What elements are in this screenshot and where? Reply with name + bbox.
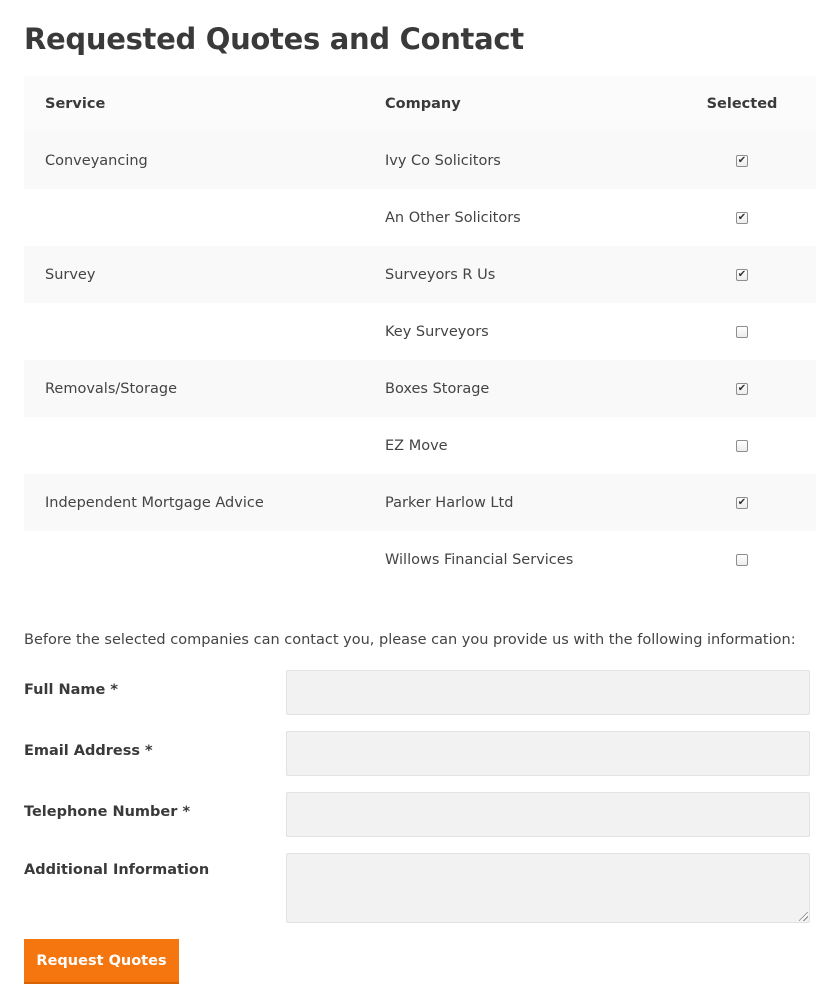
header-service: Service	[45, 96, 106, 112]
table-row	[24, 474, 816, 531]
company-cell: EZ Move	[385, 437, 448, 454]
table-body	[24, 132, 816, 588]
select-checkbox[interactable]: ✔	[737, 211, 747, 223]
select-checkbox[interactable]: ✔	[737, 496, 747, 508]
selected-cell	[713, 212, 771, 224]
resize-handle-icon[interactable]	[799, 912, 808, 921]
service-cell: Independent Mortgage Advice	[45, 494, 264, 511]
table-row	[24, 189, 816, 246]
company-cell: Parker Harlow Ltd	[385, 494, 514, 511]
company-cell: Ivy Co Solicitors	[385, 152, 501, 169]
header-selected: Selected	[706, 96, 778, 112]
selected-cell	[713, 383, 771, 395]
form-intro: Before the selected companies can contact you, please can you provide us with the following information:	[24, 632, 796, 648]
select-checkbox[interactable]: ✔	[737, 154, 747, 166]
table-row	[24, 132, 816, 189]
selected-cell	[713, 554, 771, 566]
full-name-label: Full Name *	[24, 682, 118, 698]
service-cell: Removals/Storage	[45, 380, 178, 397]
request-quotes-button[interactable]: Request Quotes	[24, 939, 179, 984]
header-company: Company	[385, 96, 461, 112]
select-checkbox[interactable]	[736, 440, 748, 452]
company-cell: An Other Solicitors	[385, 209, 521, 226]
email-input[interactable]	[286, 731, 810, 776]
additional-info-label: Additional Information	[24, 862, 210, 878]
selected-cell	[713, 497, 771, 509]
select-checkbox[interactable]: ✔	[737, 268, 747, 280]
company-cell: Boxes Storage	[385, 380, 490, 397]
table-row	[24, 246, 816, 303]
full-name-input[interactable]	[286, 670, 810, 715]
selected-cell	[713, 155, 771, 167]
table-row	[24, 417, 816, 474]
telephone-label: Telephone Number *	[24, 804, 191, 820]
select-checkbox[interactable]	[736, 326, 748, 338]
company-cell: Key Surveyors	[385, 323, 489, 340]
additional-info-textarea[interactable]	[286, 853, 810, 923]
selected-cell	[713, 326, 771, 338]
email-label: Email Address *	[24, 743, 153, 759]
table-row	[24, 531, 816, 588]
company-cell: Willows Financial Services	[385, 551, 574, 568]
page-title: Requested Quotes and Contact	[24, 22, 524, 56]
service-cell: Survey	[45, 266, 96, 283]
select-checkbox[interactable]: ✔	[737, 382, 747, 394]
quotes-table	[24, 76, 816, 588]
selected-cell	[713, 440, 771, 452]
table-row	[24, 303, 816, 360]
company-cell: Surveyors R Us	[385, 266, 496, 283]
table-row	[24, 360, 816, 417]
service-cell: Conveyancing	[45, 152, 148, 169]
table-header-row	[24, 76, 816, 132]
selected-cell	[713, 269, 771, 281]
select-checkbox[interactable]	[736, 554, 748, 566]
telephone-input[interactable]	[286, 792, 810, 837]
